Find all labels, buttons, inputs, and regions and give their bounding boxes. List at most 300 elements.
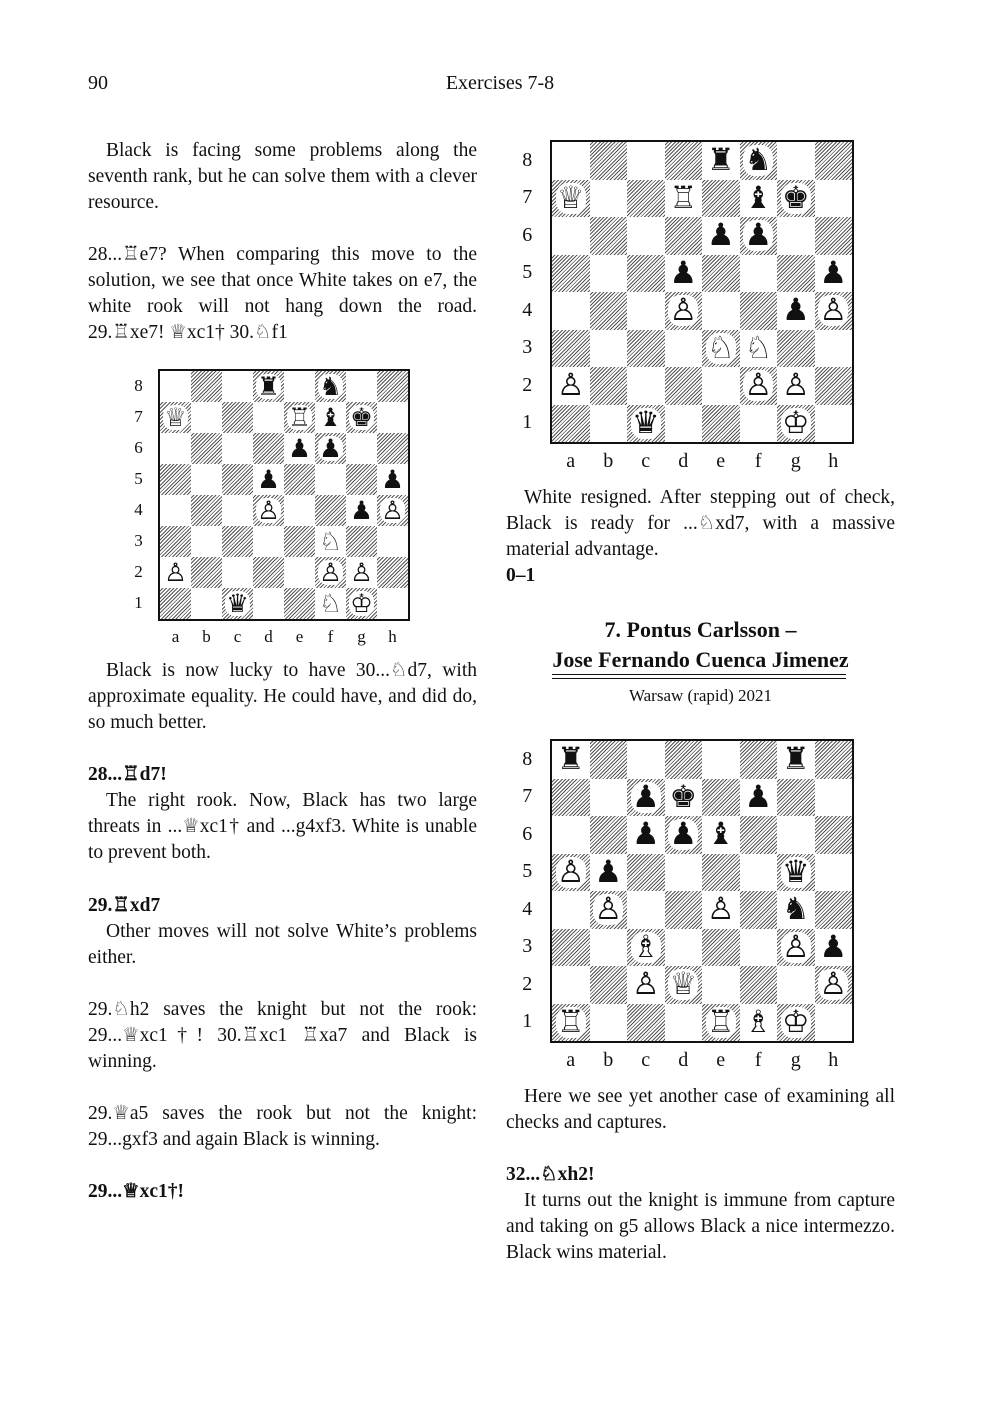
square-b2 <box>191 557 222 588</box>
square-c1 <box>627 405 665 443</box>
square-h4 <box>377 495 408 526</box>
title-double-rule <box>552 674 846 679</box>
square-e7 <box>284 402 315 433</box>
piece-f6: ♟ <box>744 217 773 254</box>
piece-a5: ♙ <box>556 853 585 890</box>
rank-label: 8 <box>134 376 143 396</box>
square-a3 <box>160 526 191 557</box>
piece-d5: ♟ <box>669 254 698 291</box>
square-d1 <box>253 588 284 619</box>
square-b8 <box>590 142 628 180</box>
square-h6 <box>815 816 853 854</box>
square-h7 <box>377 402 408 433</box>
square-h3 <box>815 929 853 967</box>
square-h3 <box>815 330 853 368</box>
square-c5 <box>627 854 665 892</box>
piece-b5: ♟ <box>594 853 623 890</box>
rank-label: 7 <box>522 186 533 209</box>
piece-c1: ♛ <box>226 587 249 618</box>
square-b1 <box>590 405 628 443</box>
square-d6 <box>665 217 703 255</box>
left-paragraph-7: 29.♕a5 saves the rook but not the knight: 29...gxf3 and again Black is winning. <box>88 1103 477 1150</box>
left-paragraph-5: Other moves will not solve White’s problems either. <box>88 921 477 968</box>
rank-label: 7 <box>522 785 533 808</box>
square-f6 <box>740 217 778 255</box>
square-e8 <box>702 142 740 180</box>
square-e2 <box>702 966 740 1004</box>
piece-d4: ♙ <box>669 292 698 329</box>
square-e8 <box>702 741 740 779</box>
square-g3 <box>777 929 815 967</box>
square-h1 <box>377 588 408 619</box>
square-c2 <box>627 966 665 1004</box>
square-b4 <box>590 292 628 330</box>
piece-c2: ♙ <box>631 966 660 1003</box>
file-label: c <box>641 450 651 472</box>
square-d4 <box>665 292 703 330</box>
square-e1 <box>702 1004 740 1042</box>
piece-f8: ♞ <box>744 142 773 179</box>
piece-h5: ♟ <box>819 254 848 291</box>
square-f4 <box>740 891 778 929</box>
square-d2 <box>665 367 703 405</box>
file-label: e <box>716 1049 726 1071</box>
rank-label: 2 <box>134 562 143 582</box>
piece-g1: ♔ <box>781 1003 810 1040</box>
square-d7 <box>665 779 703 817</box>
square-c3 <box>627 330 665 368</box>
square-d6 <box>665 816 703 854</box>
square-g1 <box>777 405 815 443</box>
piece-d6: ♟ <box>669 816 698 853</box>
rank-label: 7 <box>134 407 143 427</box>
square-a1 <box>552 1004 590 1042</box>
square-h1 <box>815 1004 853 1042</box>
square-g2 <box>777 966 815 1004</box>
square-h1 <box>815 405 853 443</box>
square-d2 <box>253 557 284 588</box>
square-h2 <box>815 367 853 405</box>
file-label: g <box>790 1049 801 1071</box>
square-b4 <box>191 495 222 526</box>
file-label: h <box>828 450 839 472</box>
chess-diagram-3 <box>522 739 854 1071</box>
square-a1 <box>160 588 191 619</box>
square-g7 <box>346 402 377 433</box>
piece-e4: ♙ <box>706 891 735 928</box>
piece-e7: ♖ <box>288 401 311 432</box>
piece-g2: ♙ <box>781 367 810 404</box>
square-g7 <box>777 779 815 817</box>
rank-label: 3 <box>522 935 533 958</box>
square-b6 <box>191 433 222 464</box>
square-c6 <box>627 816 665 854</box>
rank-label: 6 <box>522 822 533 845</box>
file-label: d <box>678 450 689 472</box>
piece-a2: ♙ <box>556 367 585 404</box>
square-e4 <box>702 292 740 330</box>
square-e1 <box>284 588 315 619</box>
square-a7 <box>552 180 590 218</box>
square-c5 <box>627 255 665 293</box>
piece-d8: ♜ <box>257 370 280 401</box>
square-c4 <box>627 891 665 929</box>
file-label: b <box>603 450 614 472</box>
piece-f1: ♘ <box>319 587 342 618</box>
square-f8 <box>740 142 778 180</box>
square-d4 <box>665 891 703 929</box>
square-f8 <box>740 741 778 779</box>
right-paragraph-1: White resigned. After stepping out of check, Black is ready for ...♘xd7, with a massive material advantage. <box>506 487 895 560</box>
square-a4 <box>552 292 590 330</box>
piece-e6: ♟ <box>706 217 735 254</box>
piece-a1: ♖ <box>556 1003 585 1040</box>
piece-a7: ♕ <box>164 401 187 432</box>
move-29-qxc1: 29...♕xc1†! <box>88 1181 185 1202</box>
square-e6 <box>284 433 315 464</box>
piece-e1: ♖ <box>706 1003 735 1040</box>
square-g7 <box>777 180 815 218</box>
square-b8 <box>191 371 222 402</box>
square-d3 <box>253 526 284 557</box>
file-label: c <box>641 1049 651 1071</box>
square-f2 <box>315 557 346 588</box>
square-f2 <box>740 367 778 405</box>
square-d8 <box>665 142 703 180</box>
piece-f8: ♞ <box>319 370 342 401</box>
piece-g4: ♟ <box>350 494 373 525</box>
piece-g4: ♞ <box>781 891 810 928</box>
square-f1 <box>740 405 778 443</box>
file-label: c <box>233 627 242 646</box>
square-d7 <box>253 402 284 433</box>
square-a3 <box>552 929 590 967</box>
rank-label: 4 <box>522 897 533 920</box>
square-h4 <box>815 292 853 330</box>
piece-h2: ♙ <box>819 966 848 1003</box>
rank-label: 4 <box>522 298 533 321</box>
file-label: b <box>202 627 211 646</box>
square-a4 <box>552 891 590 929</box>
square-h4 <box>815 891 853 929</box>
square-b2 <box>590 966 628 1004</box>
square-h6 <box>815 217 853 255</box>
rank-label: 6 <box>522 223 533 246</box>
piece-g8: ♜ <box>781 741 810 778</box>
square-e5 <box>284 464 315 495</box>
square-e7 <box>702 180 740 218</box>
square-b3 <box>590 929 628 967</box>
square-b7 <box>590 180 628 218</box>
square-d1 <box>665 1004 703 1042</box>
square-b1 <box>191 588 222 619</box>
square-g2 <box>777 367 815 405</box>
square-a2 <box>160 557 191 588</box>
move-32-nxh2: 32...♘xh2! <box>506 1164 595 1185</box>
piece-b4: ♙ <box>594 891 623 928</box>
square-a8 <box>160 371 191 402</box>
square-d8 <box>665 741 703 779</box>
square-e3 <box>702 929 740 967</box>
piece-g1: ♔ <box>781 404 810 441</box>
game-title <box>506 615 895 675</box>
square-b4 <box>590 891 628 929</box>
square-g8 <box>777 741 815 779</box>
square-a1 <box>552 405 590 443</box>
rank-label: 5 <box>522 860 533 883</box>
square-h8 <box>377 371 408 402</box>
file-label: e <box>716 450 726 472</box>
square-f4 <box>740 292 778 330</box>
piece-h4: ♙ <box>381 494 404 525</box>
square-d3 <box>665 929 703 967</box>
file-label: a <box>566 450 576 472</box>
piece-d7: ♖ <box>669 179 698 216</box>
piece-h5: ♟ <box>381 463 404 494</box>
left-paragraph-1: Black is facing some problems along the seventh rank, but he can solve them with a clever resource. <box>88 140 477 213</box>
square-e4 <box>284 495 315 526</box>
rank-label: 5 <box>522 261 533 284</box>
file-label: a <box>171 627 180 646</box>
square-a4 <box>160 495 191 526</box>
square-g3 <box>777 330 815 368</box>
square-d5 <box>253 464 284 495</box>
square-c6 <box>222 433 253 464</box>
piece-d5: ♟ <box>257 463 280 494</box>
square-e7 <box>702 779 740 817</box>
file-label: g <box>790 450 801 472</box>
square-f1 <box>315 588 346 619</box>
square-c1 <box>222 588 253 619</box>
piece-f7: ♟ <box>744 778 773 815</box>
file-label: f <box>754 1049 762 1071</box>
square-c7 <box>627 180 665 218</box>
chess-diagram-2 <box>522 140 854 472</box>
square-h2 <box>377 557 408 588</box>
running-header: Exercises 7-8 <box>445 72 555 94</box>
move-28-rd7: 28...♖d7! <box>88 764 167 785</box>
square-e2 <box>702 367 740 405</box>
square-d4 <box>253 495 284 526</box>
move-29-rxd7: 29.♖xd7 <box>88 895 161 916</box>
piece-e8: ♜ <box>706 142 735 179</box>
rank-label: 1 <box>522 411 533 434</box>
game-title-line-2: Jose Fernando Cuenca Jimenez <box>552 647 849 672</box>
square-d7 <box>665 180 703 218</box>
piece-g7: ♚ <box>781 179 810 216</box>
rank-label: 3 <box>134 531 143 551</box>
piece-d7: ♚ <box>669 778 698 815</box>
square-g1 <box>346 588 377 619</box>
square-h7 <box>815 779 853 817</box>
chess-diagram-1 <box>134 369 410 646</box>
rank-label: 2 <box>522 972 533 995</box>
square-c4 <box>222 495 253 526</box>
square-a2 <box>552 966 590 1004</box>
square-h3 <box>377 526 408 557</box>
piece-g2: ♙ <box>350 556 373 587</box>
square-c1 <box>627 1004 665 1042</box>
piece-f3: ♘ <box>744 329 773 366</box>
piece-g7: ♚ <box>350 401 373 432</box>
square-f3 <box>740 330 778 368</box>
page-number: 90 <box>88 72 108 94</box>
square-h5 <box>815 255 853 293</box>
square-f7 <box>315 402 346 433</box>
piece-e6: ♟ <box>288 432 311 463</box>
square-g6 <box>777 217 815 255</box>
square-c7 <box>627 779 665 817</box>
square-a6 <box>552 217 590 255</box>
right-paragraph-2: Here we see yet another case of examining all checks and captures. <box>506 1086 895 1133</box>
file-label: d <box>678 1049 689 1071</box>
rank-label: 1 <box>522 1010 533 1033</box>
event-info: Warsaw (rapid) 2021 <box>628 686 773 705</box>
square-e5 <box>702 255 740 293</box>
rank-label: 8 <box>522 747 533 770</box>
square-f3 <box>740 929 778 967</box>
square-c3 <box>627 929 665 967</box>
square-f5 <box>740 854 778 892</box>
rank-label: 3 <box>522 336 533 359</box>
square-b1 <box>590 1004 628 1042</box>
game-result: 0–1 <box>506 565 536 586</box>
square-g5 <box>346 464 377 495</box>
square-b7 <box>590 779 628 817</box>
square-f4 <box>315 495 346 526</box>
piece-e6: ♝ <box>706 816 735 853</box>
square-b6 <box>590 816 628 854</box>
square-e1 <box>702 405 740 443</box>
left-paragraph-6: 29.♘h2 saves the knight but not the rook: 29...♕xc1†! 30.♖xc1 ♖xa7 and Black is winning. <box>88 999 477 1072</box>
square-e4 <box>702 891 740 929</box>
left-paragraph-2: 28...♖e7? When comparing this move to the solution, we see that once White takes on e7, the white rook will not hang down the road. 29.♖xe7! ♕xc1† 30.♘f1 <box>88 244 477 343</box>
square-g6 <box>777 816 815 854</box>
file-label: a <box>566 1049 576 1071</box>
piece-e3: ♘ <box>706 329 735 366</box>
square-d3 <box>665 330 703 368</box>
square-e2 <box>284 557 315 588</box>
piece-c3: ♗ <box>631 928 660 965</box>
square-a8 <box>552 741 590 779</box>
square-c2 <box>222 557 253 588</box>
rank-label: 5 <box>134 469 143 489</box>
piece-c6: ♟ <box>631 816 660 853</box>
piece-a7: ♕ <box>556 179 585 216</box>
square-c2 <box>627 367 665 405</box>
square-e3 <box>284 526 315 557</box>
square-g8 <box>777 142 815 180</box>
piece-h3: ♟ <box>819 928 848 965</box>
square-e6 <box>702 816 740 854</box>
square-f6 <box>315 433 346 464</box>
piece-h4: ♙ <box>819 292 848 329</box>
square-c7 <box>222 402 253 433</box>
piece-a2: ♙ <box>164 556 187 587</box>
square-a7 <box>552 779 590 817</box>
square-b3 <box>590 330 628 368</box>
square-g5 <box>777 854 815 892</box>
square-h5 <box>815 854 853 892</box>
right-paragraph-3: It turns out the knight is immune from capture and taking on g5 allows Black a nice intermezzo. Black wins material. <box>506 1190 895 1263</box>
piece-f3: ♘ <box>319 525 342 556</box>
piece-f7: ♝ <box>319 401 342 432</box>
square-e3 <box>702 330 740 368</box>
square-c5 <box>222 464 253 495</box>
square-a6 <box>552 816 590 854</box>
file-label: e <box>295 627 304 646</box>
square-f5 <box>740 255 778 293</box>
square-a7 <box>160 402 191 433</box>
square-d5 <box>665 854 703 892</box>
rank-label: 1 <box>134 593 143 613</box>
file-label: f <box>754 450 762 472</box>
square-c3 <box>222 526 253 557</box>
square-d8 <box>253 371 284 402</box>
square-b5 <box>590 255 628 293</box>
piece-g3: ♙ <box>781 928 810 965</box>
piece-g5: ♛ <box>781 853 810 890</box>
file-label: d <box>264 627 273 646</box>
file-label: g <box>357 627 366 646</box>
square-g4 <box>777 292 815 330</box>
square-h8 <box>815 741 853 779</box>
square-h6 <box>377 433 408 464</box>
square-g3 <box>346 526 377 557</box>
square-b5 <box>191 464 222 495</box>
square-g5 <box>777 255 815 293</box>
square-g4 <box>777 891 815 929</box>
game-title-line-1: 7. Pontus Carlsson – <box>604 617 797 642</box>
square-g1 <box>777 1004 815 1042</box>
piece-d2: ♕ <box>669 966 698 1003</box>
file-label: f <box>327 627 334 646</box>
square-f7 <box>740 779 778 817</box>
square-c8 <box>627 741 665 779</box>
piece-c7: ♟ <box>631 778 660 815</box>
square-c8 <box>222 371 253 402</box>
file-label: h <box>388 627 397 646</box>
left-paragraph-4: The right rook. Now, Black has two large threats in ...♕xc1† and ...g4xf3. White is unable to prevent both. <box>88 790 477 863</box>
piece-f7: ♝ <box>744 179 773 216</box>
piece-f6: ♟ <box>319 432 342 463</box>
square-a5 <box>552 854 590 892</box>
square-f8 <box>315 371 346 402</box>
rank-label: 6 <box>134 438 143 458</box>
square-d6 <box>253 433 284 464</box>
rank-label: 4 <box>134 500 143 520</box>
square-f6 <box>740 816 778 854</box>
square-g6 <box>346 433 377 464</box>
piece-g1: ♔ <box>350 587 373 618</box>
square-h7 <box>815 180 853 218</box>
square-h2 <box>815 966 853 1004</box>
square-f1 <box>740 1004 778 1042</box>
square-f7 <box>740 180 778 218</box>
square-b7 <box>191 402 222 433</box>
piece-f2: ♙ <box>319 556 342 587</box>
square-b2 <box>590 367 628 405</box>
square-g4 <box>346 495 377 526</box>
square-g2 <box>346 557 377 588</box>
piece-c1: ♛ <box>631 404 660 441</box>
square-c6 <box>627 217 665 255</box>
square-a6 <box>160 433 191 464</box>
square-g8 <box>346 371 377 402</box>
piece-d4: ♙ <box>257 494 280 525</box>
square-a5 <box>160 464 191 495</box>
square-a8 <box>552 142 590 180</box>
